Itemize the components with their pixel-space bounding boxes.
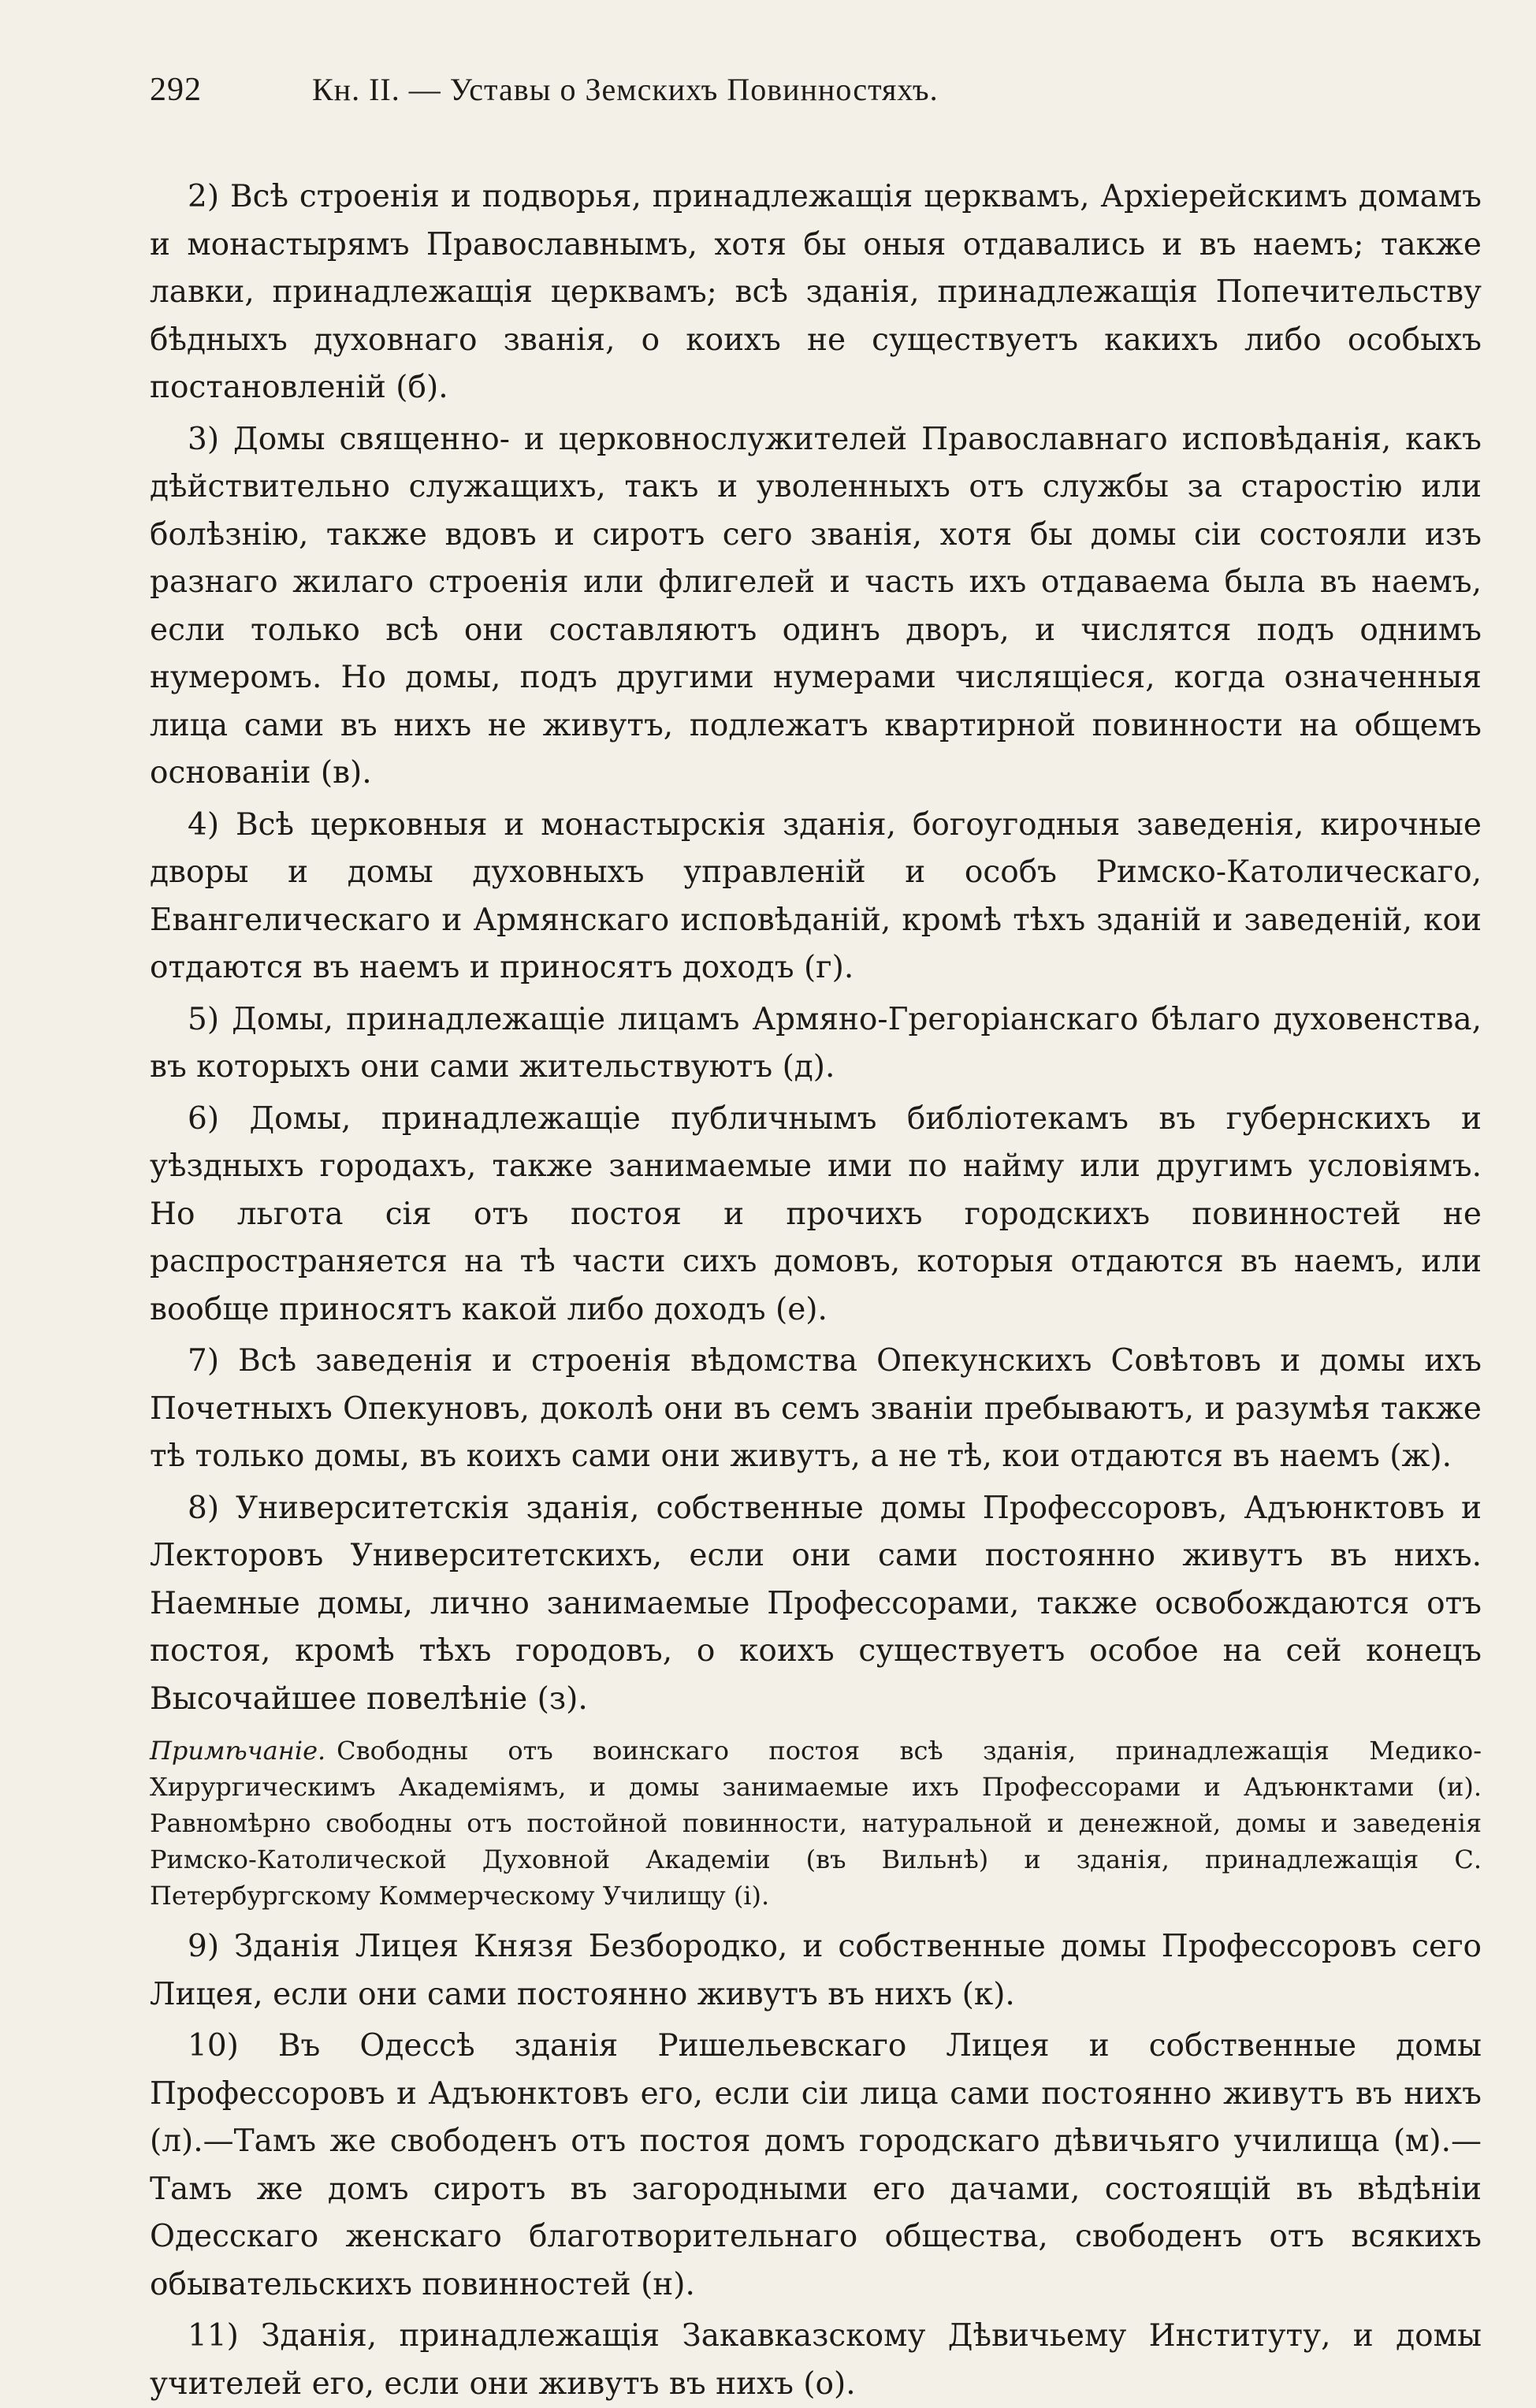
running-title: Кн. II. — Уставы о Земскихъ Повинностяхъ.: [312, 72, 939, 107]
page-number: 292: [150, 72, 202, 108]
paragraph-8: 8) Университетскія зданія, собственные домы Профессоровъ, Адъюнктовъ и Лекторовъ Университетскихъ, если они сами постоянно живутъ въ нихъ. Наемные домы, лично занимаемые Профессорами, также освобождаются отъ постоя, кромѣ тѣхъ городовъ, о коихъ существуетъ особое на сей конецъ Высочайшее повелѣніе (з).: [150, 1490, 1482, 1717]
footnote-note: [150, 1732, 1482, 1914]
note-text: Свободны отъ воинскаго постоя всѣ зданія, принадлежащія Медико-Хирургическимъ Академіямъ, и домы занимаемые ихъ Профессорами и Адъюнктами (и). Равномѣрно свободны отъ постойной повинности, натуральной и денежной, домы и заведенія Римско-Католической Духовной Академіи (въ Вильнѣ) и зданія, принадлежащія С. Петербургскому Коммерческому Училищу (і).: [150, 1736, 1482, 1911]
note-label: Примѣчаніе.: [150, 1736, 326, 1766]
paragraph-7: 7) Всѣ заведенія и строенія вѣдомства Опекунскихъ Совѣтовъ и домы ихъ Почетныхъ Опекуновъ, доколѣ они въ семъ званіи пребываютъ, и разумѣя также тѣ только домы, въ коихъ сами они живутъ, а не тѣ, кои отдаются въ наемъ (ж).: [150, 1343, 1482, 1474]
paragraph-5: 5) Домы, принадлежащіе лицамъ Армяно-Грегоріанскаго бѣлаго духовенства, въ которыхъ они сами жительствуютъ (д).: [150, 1001, 1482, 1085]
paragraph-9: 9) Зданія Лицея Князя Безбородко, и собственные домы Профессоровъ сего Лицея, если они сами постоянно живутъ въ нихъ (к).: [150, 1929, 1482, 2012]
paragraph-2: 2) Всѣ строенія и подворья, принадлежащія церквамъ, Архіерейскимъ домамъ и монастырямъ Православнымъ, хотя бы оныя отдавались и въ наемъ; также лавки, принадлежащія церквамъ; всѣ зданія, принадлежащія Попечительству бѣдныхъ духовнаго званія, о коихъ не существуетъ какихъ либо особыхъ постановленій (б).: [150, 179, 1482, 405]
paragraph-6: 6) Домы, принадлежащіе публичнымъ библіотекамъ въ губернскихъ и уѣздныхъ городахъ, также занимаемые ими по найму или другимъ условіямъ. Но льгота сія отъ постоя и прочихъ городскихъ повинностей не распространяется на тѣ части сихъ домовъ, которыя отдаются въ наемъ, или вообще приносятъ какой либо доходъ (е).: [150, 1100, 1482, 1327]
paragraph-11: 11) Зданія, принадлежащія Закавказскому Дѣвичьему Институту, и домы учителей его, если они живутъ въ нихъ (о).: [150, 2318, 1482, 2402]
paragraph-4: 4) Всѣ церковныя и монастырскія зданія, богоугодныя заведенія, кирочные дворы и домы духовныхъ управленій и особъ Римско-Католическаго, Евангелическаго и Армянскаго исповѣданій, кромѣ тѣхъ зданій и заведеній, кои отдаются въ наемъ и приносятъ доходъ (г).: [150, 806, 1482, 985]
paragraph-3: 3) Домы священно- и церковнослужителей Православнаго исповѣданія, какъ дѣйствительно служащихъ, такъ и уволенныхъ отъ службы за старостію или болѣзнію, также вдовъ и сиротъ сего званія, хотя бы домы сіи состояли изъ разнаго жилаго строенія или флигелей и часть ихъ отдаваема была въ наемъ, если только всѣ они составляютъ одинъ дворъ, и числятся подъ однимъ нумеромъ. Но домы, подъ другими нумерами числящіеся, когда означенныя лица сами въ нихъ не живутъ, подлежатъ квартирной повинности на общемъ основаніи (в).: [150, 421, 1482, 791]
paragraph-10: 10) Въ Одессѣ зданія Ришельевскаго Лицея и собственные домы Профессоровъ и Адъюнктовъ его, если сіи лица сами постоянно живутъ въ нихъ (л).—Тамъ же свободенъ отъ постоя домъ городскаго дѣвичьяго училища (м).—Тамъ же домъ сиротъ въ загородными его дачами, состоящій въ вѣдѣніи Одесскаго женскаго благотворительнаго общества, свободенъ отъ всякихъ обывательскихъ повинностей (н).: [150, 2028, 1482, 2302]
book-page: [150, 71, 1482, 2402]
page-header: [150, 71, 1482, 115]
